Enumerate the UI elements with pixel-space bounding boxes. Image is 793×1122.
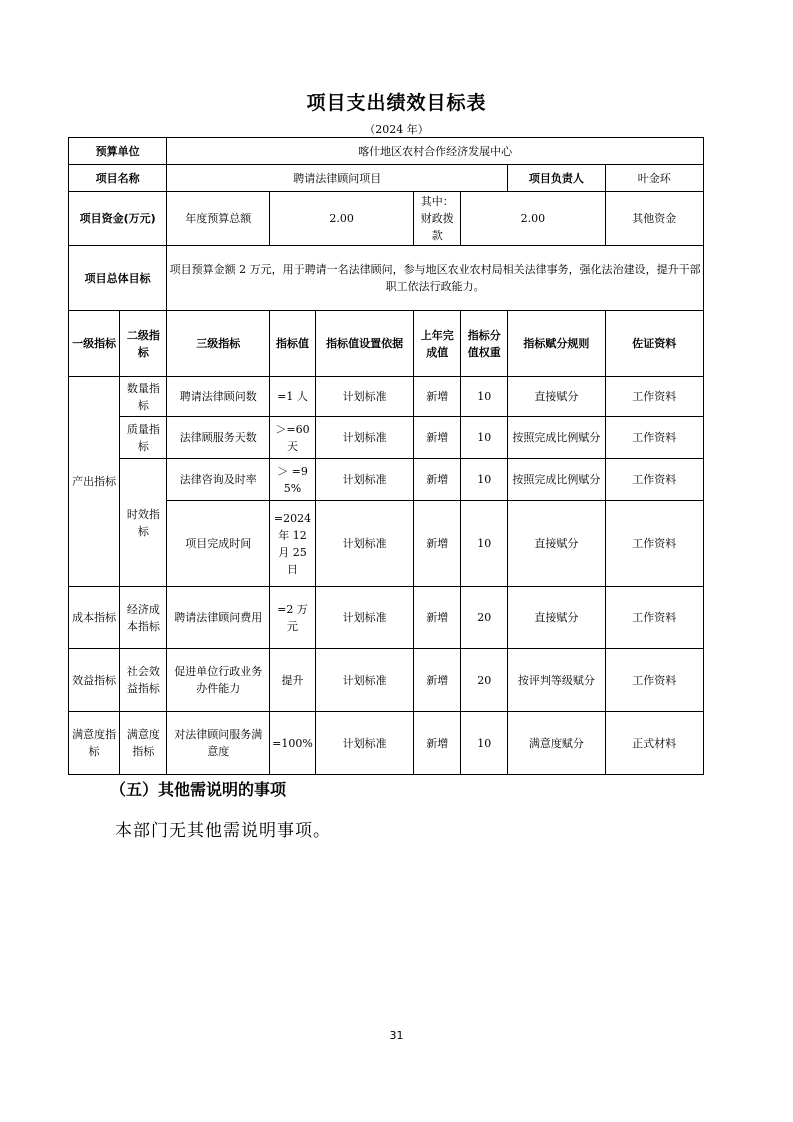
col-level2: 二级指标 bbox=[120, 311, 167, 377]
row-indicator: 法律咨询及时率 bbox=[167, 459, 270, 501]
row-evidence: 工作资料 bbox=[605, 459, 703, 501]
row-basis: 计划标准 bbox=[315, 459, 413, 501]
row-value: =2 万元 bbox=[270, 587, 316, 649]
level2-timeliness: 时效指标 bbox=[120, 459, 167, 587]
row-rule: 按照完成比例赋分 bbox=[508, 459, 605, 501]
row-basis: 计划标准 bbox=[315, 587, 413, 649]
annual-budget-label: 年度预算总额 bbox=[167, 192, 270, 246]
col-level3: 三级指标 bbox=[167, 311, 270, 377]
level2-quality: 质量指标 bbox=[120, 417, 167, 459]
row-basis: 计划标准 bbox=[315, 649, 413, 712]
row-indicator: 项目完成时间 bbox=[167, 501, 270, 587]
row-last-year: 新增 bbox=[414, 377, 461, 417]
row-value: =2024 年 12 月 25 日 bbox=[270, 501, 316, 587]
row-last-year: 新增 bbox=[414, 417, 461, 459]
section-paragraph: 本部门无其他需说明事项。 bbox=[115, 821, 331, 841]
section-heading: （五）其他需说明的事项 bbox=[110, 780, 287, 799]
col-level1: 一级指标 bbox=[69, 311, 120, 377]
row-weight: 10 bbox=[461, 501, 508, 587]
year-label: （2024 年） bbox=[364, 123, 429, 136]
row-value: 提升 bbox=[270, 649, 316, 712]
leader-label: 项目负责人 bbox=[508, 165, 605, 192]
row-basis: 计划标准 bbox=[315, 712, 413, 775]
unit-value: 喀什地区农村合作经济发展中心 bbox=[167, 138, 704, 165]
page-number: 31 bbox=[389, 1029, 404, 1042]
performance-table bbox=[68, 137, 704, 775]
row-evidence: 工作资料 bbox=[605, 417, 703, 459]
row-weight: 10 bbox=[461, 377, 508, 417]
col-basis: 指标值设置依据 bbox=[315, 311, 413, 377]
leader-value: 叶金环 bbox=[605, 165, 703, 192]
annual-budget-value: 2.00 bbox=[270, 192, 414, 246]
row-evidence: 正式材料 bbox=[605, 712, 703, 775]
col-weight: 指标分值权重 bbox=[461, 311, 508, 377]
row-basis: 计划标准 bbox=[315, 501, 413, 587]
row-last-year: 新增 bbox=[414, 649, 461, 712]
row-indicator: 聘请法律顾问数 bbox=[167, 377, 270, 417]
overall-goal-label: 项目总体目标 bbox=[69, 246, 167, 311]
col-rule: 指标赋分规则 bbox=[508, 311, 605, 377]
level2-economic-cost: 经济成本指标 bbox=[120, 587, 167, 649]
row-evidence: 工作资料 bbox=[605, 587, 703, 649]
fund-label: 项目资金(万元) bbox=[69, 192, 167, 246]
other-fund-label: 其他资金 bbox=[605, 192, 703, 246]
row-value: ＞ =95% bbox=[270, 459, 316, 501]
row-rule: 直接赋分 bbox=[508, 377, 605, 417]
row-rule: 按照完成比例赋分 bbox=[508, 417, 605, 459]
level1-cost: 成本指标 bbox=[69, 587, 120, 649]
row-indicator: 对法律顾问服务满意度 bbox=[167, 712, 270, 775]
row-weight: 10 bbox=[461, 712, 508, 775]
row-weight: 10 bbox=[461, 459, 508, 501]
col-last-year: 上年完成值 bbox=[414, 311, 461, 377]
level2-social-benefit: 社会效益指标 bbox=[120, 649, 167, 712]
row-rule: 直接赋分 bbox=[508, 587, 605, 649]
level1-satisfaction: 满意度指标 bbox=[69, 712, 120, 775]
row-indicator: 促进单位行政业务办件能力 bbox=[167, 649, 270, 712]
fiscal-value: 2.00 bbox=[461, 192, 605, 246]
overall-goal-text: 项目预算金额 2 万元，用于聘请一名法律顾问，参与地区农业农村局相关法律事务，强化法治建设，提升干部职工依法行政能力。 bbox=[167, 246, 704, 311]
row-weight: 20 bbox=[461, 649, 508, 712]
row-evidence: 工作资料 bbox=[605, 377, 703, 417]
row-evidence: 工作资料 bbox=[605, 649, 703, 712]
row-indicator: 聘请法律顾问费用 bbox=[167, 587, 270, 649]
level2-satisfaction: 满意度指标 bbox=[120, 712, 167, 775]
row-weight: 10 bbox=[461, 417, 508, 459]
row-last-year: 新增 bbox=[414, 587, 461, 649]
row-weight: 20 bbox=[461, 587, 508, 649]
level1-output: 产出指标 bbox=[69, 377, 120, 587]
row-last-year: 新增 bbox=[414, 459, 461, 501]
row-value: =1 人 bbox=[270, 377, 316, 417]
level2-quantity: 数量指标 bbox=[120, 377, 167, 417]
row-rule: 按评判等级赋分 bbox=[508, 649, 605, 712]
row-value: =100% bbox=[270, 712, 316, 775]
page-title: 项目支出绩效目标表 bbox=[306, 92, 487, 114]
row-last-year: 新增 bbox=[414, 712, 461, 775]
project-name-label: 项目名称 bbox=[69, 165, 167, 192]
row-basis: 计划标准 bbox=[315, 417, 413, 459]
unit-label: 预算单位 bbox=[69, 138, 167, 165]
row-last-year: 新增 bbox=[414, 501, 461, 587]
row-value: ＞=60 天 bbox=[270, 417, 316, 459]
row-basis: 计划标准 bbox=[315, 377, 413, 417]
row-indicator: 法律顾服务天数 bbox=[167, 417, 270, 459]
row-rule: 满意度赋分 bbox=[508, 712, 605, 775]
project-name-value: 聘请法律顾问项目 bbox=[167, 165, 508, 192]
col-evidence: 佐证资料 bbox=[605, 311, 703, 377]
row-rule: 直接赋分 bbox=[508, 501, 605, 587]
level1-benefit: 效益指标 bbox=[69, 649, 120, 712]
fiscal-label: 其中：财政拨款 bbox=[414, 192, 461, 246]
col-value: 指标值 bbox=[270, 311, 316, 377]
row-evidence: 工作资料 bbox=[605, 501, 703, 587]
